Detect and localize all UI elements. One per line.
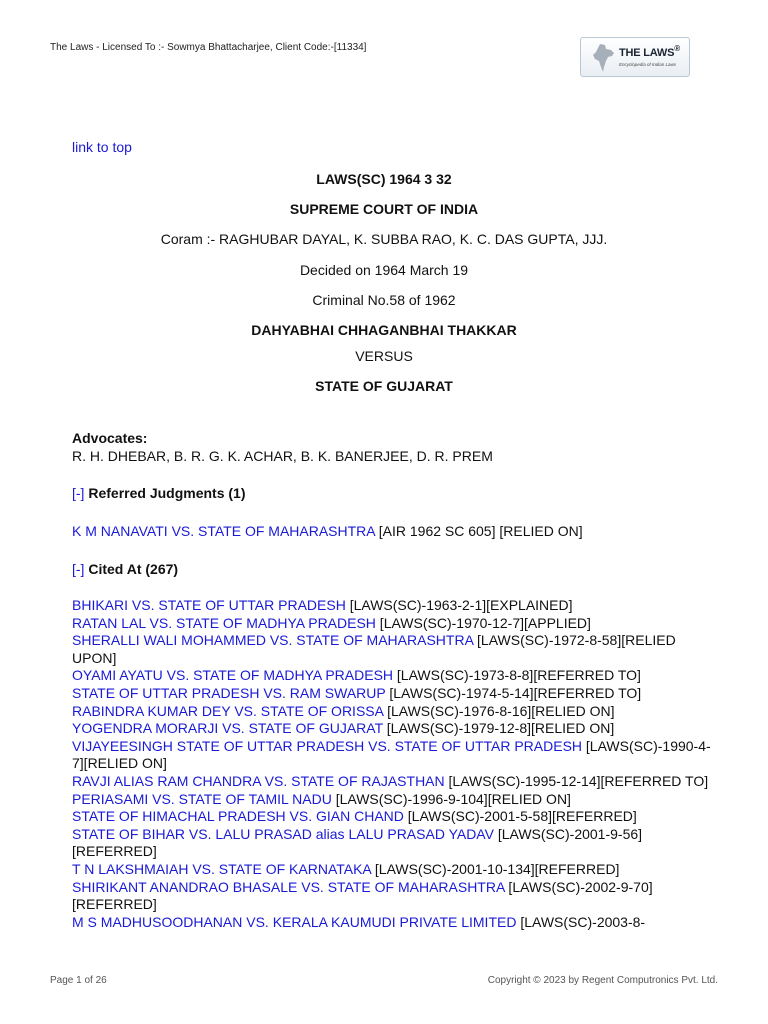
judgment-ref: [AIR 1962 SC 605] [RELIED ON] [374, 523, 583, 539]
license-info: The Laws - Licensed To :- Sowmya Bhattacharjee, Client Code:-[11334] [50, 42, 367, 53]
judgment-link[interactable]: OYAMI AYATU VS. STATE OF MADHYA PRADESH [72, 667, 394, 684]
judgment-link[interactable]: BHIKARI VS. STATE OF UTTAR PRADESH [72, 597, 346, 613]
judgment-ref: [LAWS(SC)-1996-9-104][RELIED ON] [331, 790, 571, 807]
judgment-link[interactable]: SHIRIKANT ANANDRAO BHASALE VS. STATE OF MAHARASHTRA [72, 878, 505, 895]
page-number: Page 1 of 26 [50, 975, 107, 986]
list-item [72, 738, 712, 773]
list-item [72, 667, 712, 685]
list-item [72, 914, 712, 932]
case-number: Criminal No.58 of 1962 [312, 292, 456, 308]
versus: VERSUS [355, 348, 413, 364]
judgment-link[interactable]: STATE OF HIMACHAL PRADESH VS. GIAN CHAND [72, 808, 404, 825]
judgment-ref: [LAWS(SC)-2001-9-56][REFERRED] [72, 825, 643, 860]
list-item [72, 791, 712, 809]
judgment-ref: [LAWS(SC)-2003-8- [516, 913, 646, 930]
copyright: Copyright © 2023 by Regent Computronics Pvt. Ltd. [487, 975, 718, 986]
judgment-link[interactable]: RABINDRA KUMAR DEY VS. STATE OF ORISSA [72, 702, 384, 719]
judgment-link[interactable]: VIJAYEESINGH STATE OF UTTAR PRADESH VS. STATE OF UTTAR PRADESH [72, 737, 583, 754]
judgment-ref: [LAWS(SC)-1990-4-7][RELIED ON] [72, 737, 711, 772]
judgment-link[interactable]: M S MADHUSOODHANAN VS. KERALA KAUMUDI PRIVATE LIMITED [72, 913, 517, 930]
referred-toggle[interactable]: [-] [72, 485, 85, 501]
court-name: SUPREME COURT OF INDIA [289, 201, 479, 217]
referred-title: Referred Judgments (1) [88, 485, 246, 501]
judgment-ref: [LAWS(SC)-1973-8-8][REFERRED TO] [393, 667, 641, 684]
judgment-link[interactable]: RATAN LAL VS. STATE OF MADHYA PRADESH [72, 614, 376, 631]
judgment-ref: [LAWS(SC)-1995-12-14][REFERRED TO] [444, 772, 709, 789]
link-to-top[interactable]: link to top [72, 139, 132, 155]
list-item [72, 773, 712, 791]
coram: Coram :- RAGHUBAR DAYAL, K. SUBBA RAO, K. C. DAS GUPTA, JJJ. [160, 231, 608, 247]
judgment-ref: [LAWS(SC)-2002-9-70][REFERRED] [72, 878, 653, 913]
cited-toggle[interactable]: [-] [72, 561, 85, 577]
judgment-link[interactable]: RAVJI ALIAS RAM CHANDRA VS. STATE OF RAJASTHAN [72, 772, 445, 789]
cited-title: Cited At (267) [88, 561, 179, 577]
judgment-link[interactable]: T N LAKSHMAIAH VS. STATE OF KARNATAKA [72, 860, 371, 877]
india-map-icon [591, 43, 617, 73]
judgment-link[interactable]: K M NANAVATI VS. STATE OF MAHARASHTRA [72, 523, 375, 539]
judgment-link[interactable]: STATE OF UTTAR PRADESH VS. RAM SWARUP [72, 684, 386, 701]
judgment-ref: [LAWS(SC)-1963-2-1][EXPLAINED] [345, 597, 573, 613]
judgment-ref: [LAWS(SC)-2001-5-58][REFERRED] [403, 808, 637, 825]
cited-heading [72, 560, 712, 578]
list-item [72, 808, 712, 826]
judgment-link[interactable]: PERIASAMI VS. STATE OF TAMIL NADU [72, 790, 332, 807]
judgment-ref: [LAWS(SC)-1972-8-58][RELIED UPON] [72, 632, 676, 666]
judgment-ref: [LAWS(SC)-1976-8-16][RELIED ON] [383, 702, 615, 719]
list-item [72, 879, 712, 914]
list-item [72, 703, 712, 721]
advocates-names: R. H. DHEBAR, B. R. G. K. ACHAR, B. K. BANERJEE, D. R. PREM [72, 448, 493, 464]
petitioner: DAHYABHAI CHHAGANBHAI THAKKAR [251, 322, 517, 338]
judgment-ref: [LAWS(SC)-1979-12-8][RELIED ON] [382, 720, 615, 737]
cited-list [72, 597, 712, 931]
advocates-section [72, 429, 712, 465]
list-item [72, 720, 712, 738]
judgment-link[interactable]: STATE OF BIHAR VS. LALU PRASAD alias LALU PRASAD YADAV [72, 825, 494, 842]
list-item [72, 826, 712, 861]
the-laws-logo[interactable] [580, 37, 690, 77]
judgment-ref: [LAWS(SC)-2001-10-134][REFERRED] [371, 860, 620, 877]
list-item [72, 632, 712, 667]
respondent: STATE OF GUJARAT [315, 378, 453, 394]
logo-brand: THE LAWS® [619, 44, 680, 59]
referred-list [72, 522, 712, 540]
advocates-label: Advocates: [72, 430, 148, 446]
list-item [72, 861, 712, 879]
list-item [72, 685, 712, 703]
judgment-link[interactable]: SHERALLI WALI MOHAMMED VS. STATE OF MAHARASHTRA [72, 632, 474, 649]
list-item [72, 597, 712, 615]
case-citation: LAWS(SC) 1964 3 32 [316, 171, 452, 187]
logo-tagline: Encyclopedia of Indian Laws [619, 62, 677, 67]
decided-date: Decided on 1964 March 19 [299, 262, 469, 278]
judgment-ref: [LAWS(SC)-1974-5-14][REFERRED TO] [385, 684, 642, 701]
list-item [72, 522, 712, 540]
judgment-link[interactable]: YOGENDRA MORARJI VS. STATE OF GUJARAT [72, 720, 383, 737]
list-item [72, 615, 712, 633]
referred-heading [72, 484, 712, 502]
judgment-ref: [LAWS(SC)-1970-12-7][APPLIED] [375, 614, 591, 631]
